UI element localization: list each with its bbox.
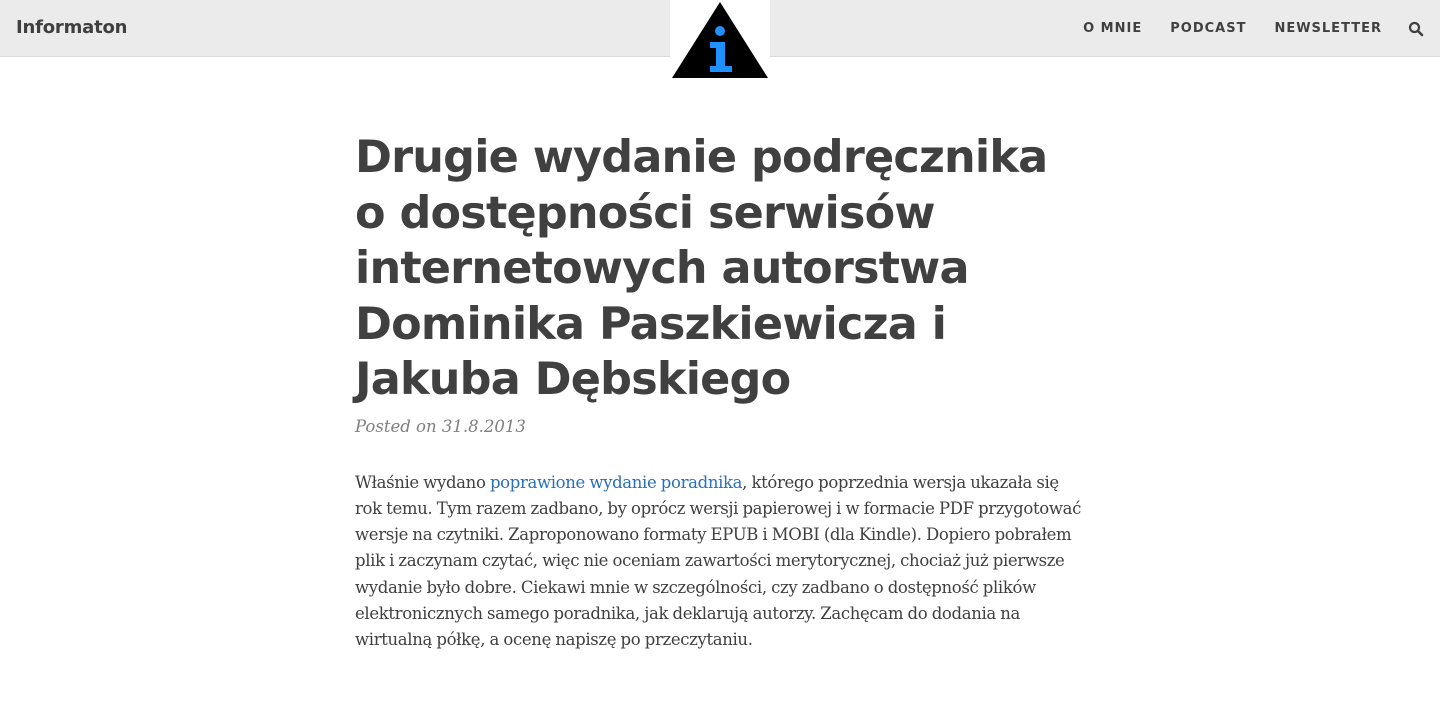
body-intro: Właśnie wydano — [355, 472, 490, 492]
brand-link[interactable]: Informaton — [16, 17, 128, 38]
body-rest: , którego poprzednia wersja ukazała się rok temu. Tym razem zadbano, by oprócz wersji papierowej i w formacie PDF przygotować wersje na czytniki. Zaproponowano formaty EPUB i MOBI (dla Kindle). Dopiero pobrałem plik i zaczynam czytać, więc nie oceniam zawartości merytorycznej, chociaż już pierwsze wydanie było dobre. Ciekawi mnie w szczególności, czy zadbano o dostępność plików elektronicznych samego poradnika, jak deklarują autorzy. Zachęcam do dodania na wirtualną półkę, a ocenę napiszę po przeczytaniu. — [355, 472, 1081, 650]
post-article — [355, 130, 1085, 670]
search-button[interactable] — [1408, 21, 1424, 37]
nav-link-podcast[interactable]: PODCAST — [1170, 21, 1247, 36]
post-body — [355, 470, 1085, 654]
nav-link-newsletter[interactable]: NEWSLETTER — [1274, 21, 1382, 36]
info-triangle-icon — [670, 0, 770, 80]
edition-link[interactable]: poprawione wydanie poradnika — [489, 472, 743, 492]
main-nav — [1055, 20, 1382, 38]
navbar — [0, 0, 1440, 57]
post-meta: Posted on 31.8.2013 — [355, 416, 526, 436]
nav-link-o-mnie[interactable]: O MNIE — [1083, 21, 1143, 36]
site-logo[interactable] — [670, 0, 770, 80]
search-icon — [1408, 21, 1424, 37]
post-title: Drugie wydanie podręcznika o dostępności serwisów internetowych autorstwa Dominika Paszkiewicza i Jakuba Dębskiego — [355, 132, 1048, 405]
